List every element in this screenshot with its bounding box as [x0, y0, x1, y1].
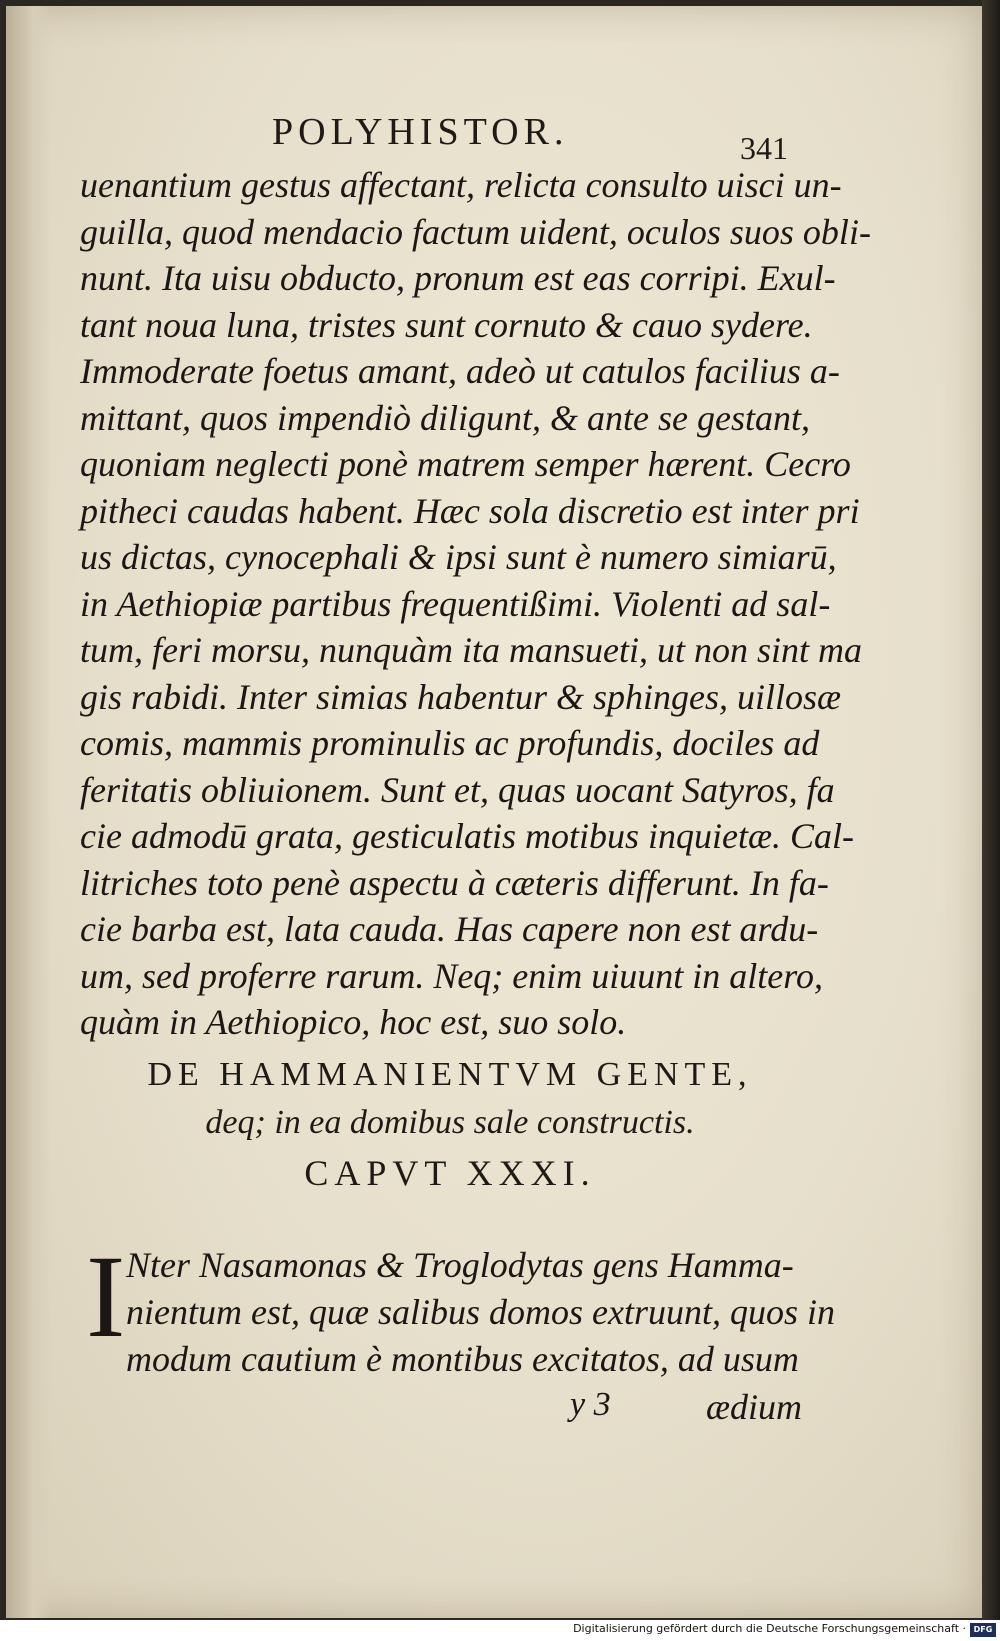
- drop-initial: I: [86, 1231, 126, 1362]
- credit-bar: [0, 1620, 1000, 1641]
- credit-text: Digitalisierung gefördert durch die Deutsche Forschungsgemeinschaft ·: [573, 1622, 966, 1635]
- text-line: Immoderate foetus amant, adeò ut catulos facilius a-: [80, 351, 840, 391]
- text-line: cie admodū grata, gesticulatis motibus inquietæ. Cal-: [80, 816, 854, 856]
- text-line: litriches toto penè aspectu à cæteris differunt. In fa-: [80, 862, 829, 903]
- text-line: tant noua luna, tristes sunt cornuto & cauo sydere.: [80, 304, 813, 345]
- running-title: POLYHISTOR.: [272, 111, 569, 153]
- text-line: quoniam neglecti ponè matrem semper hærent. Cecro: [80, 444, 851, 484]
- text-line: us dictas, cynocephali & ipsi sunt è numero simiarū,: [80, 537, 837, 577]
- text-line: tum, feri morsu, nunquàm ita mansueti, ut non sint ma: [80, 630, 863, 670]
- chapter-text-line: Nter Nasamonas & Troglodytas gens Hamma-: [126, 1245, 794, 1285]
- signature-mark: y 3: [570, 1386, 611, 1423]
- chapter-text-line: modum cautium è montibus excitatos, ad usum: [126, 1339, 799, 1379]
- text-line: um, sed proferre rarum. Neq; enim uiuunt in altero,: [80, 955, 823, 996]
- text-line: uenantium gestus affectant, relicta consulto uisci un-: [80, 165, 842, 205]
- text-line: in Aethiopiæ partibus frequentißimi. Violenti ad sal-: [80, 583, 831, 624]
- text-line: cie barba est, lata cauda. Has capere non est ardu-: [80, 909, 819, 949]
- text-line: mittant, quos impendiò diligunt, & ante se gestant,: [80, 397, 810, 438]
- chapter-text-line: nientum est, quæ salibus domos extruunt, quos in: [126, 1292, 835, 1332]
- chapter-heading: DE HAMMANIENTVM GENTE,: [147, 1056, 753, 1093]
- text-line: gis rabidi. Inter simias habentur & sphinges, uillosæ: [80, 676, 842, 717]
- text-line: quàm in Aethiopico, hoc est, suo solo.: [80, 1002, 627, 1042]
- page-gutter-shadow: [6, 6, 52, 1618]
- page-edge: [982, 0, 1000, 1641]
- text-line: pitheci caudas habent. Hæc sola discretio est inter pri: [80, 490, 860, 531]
- text-line: guilla, quod mendacio factum uident, oculos suos obli-: [80, 211, 871, 252]
- text-line: feritatis obliuionem. Sunt et, quas uocant Satyros, fa: [80, 769, 835, 810]
- chapter-number: CAPVT XXXI.: [304, 1153, 596, 1193]
- body-text: [80, 162, 871, 1046]
- page-number: 341: [740, 130, 788, 166]
- chapter-text: [126, 1242, 835, 1383]
- text-line: nunt. Ita uisu obducto, pronum est eas corripi. Exul-: [80, 258, 836, 298]
- dfg-logo: DFG: [970, 1623, 996, 1637]
- chapter-subheading: deq; in ea domibus sale constructis.: [205, 1104, 695, 1141]
- text-line: comis, mammis prominulis ac profundis, dociles ad: [80, 723, 820, 763]
- catchword: ædium: [706, 1387, 803, 1427]
